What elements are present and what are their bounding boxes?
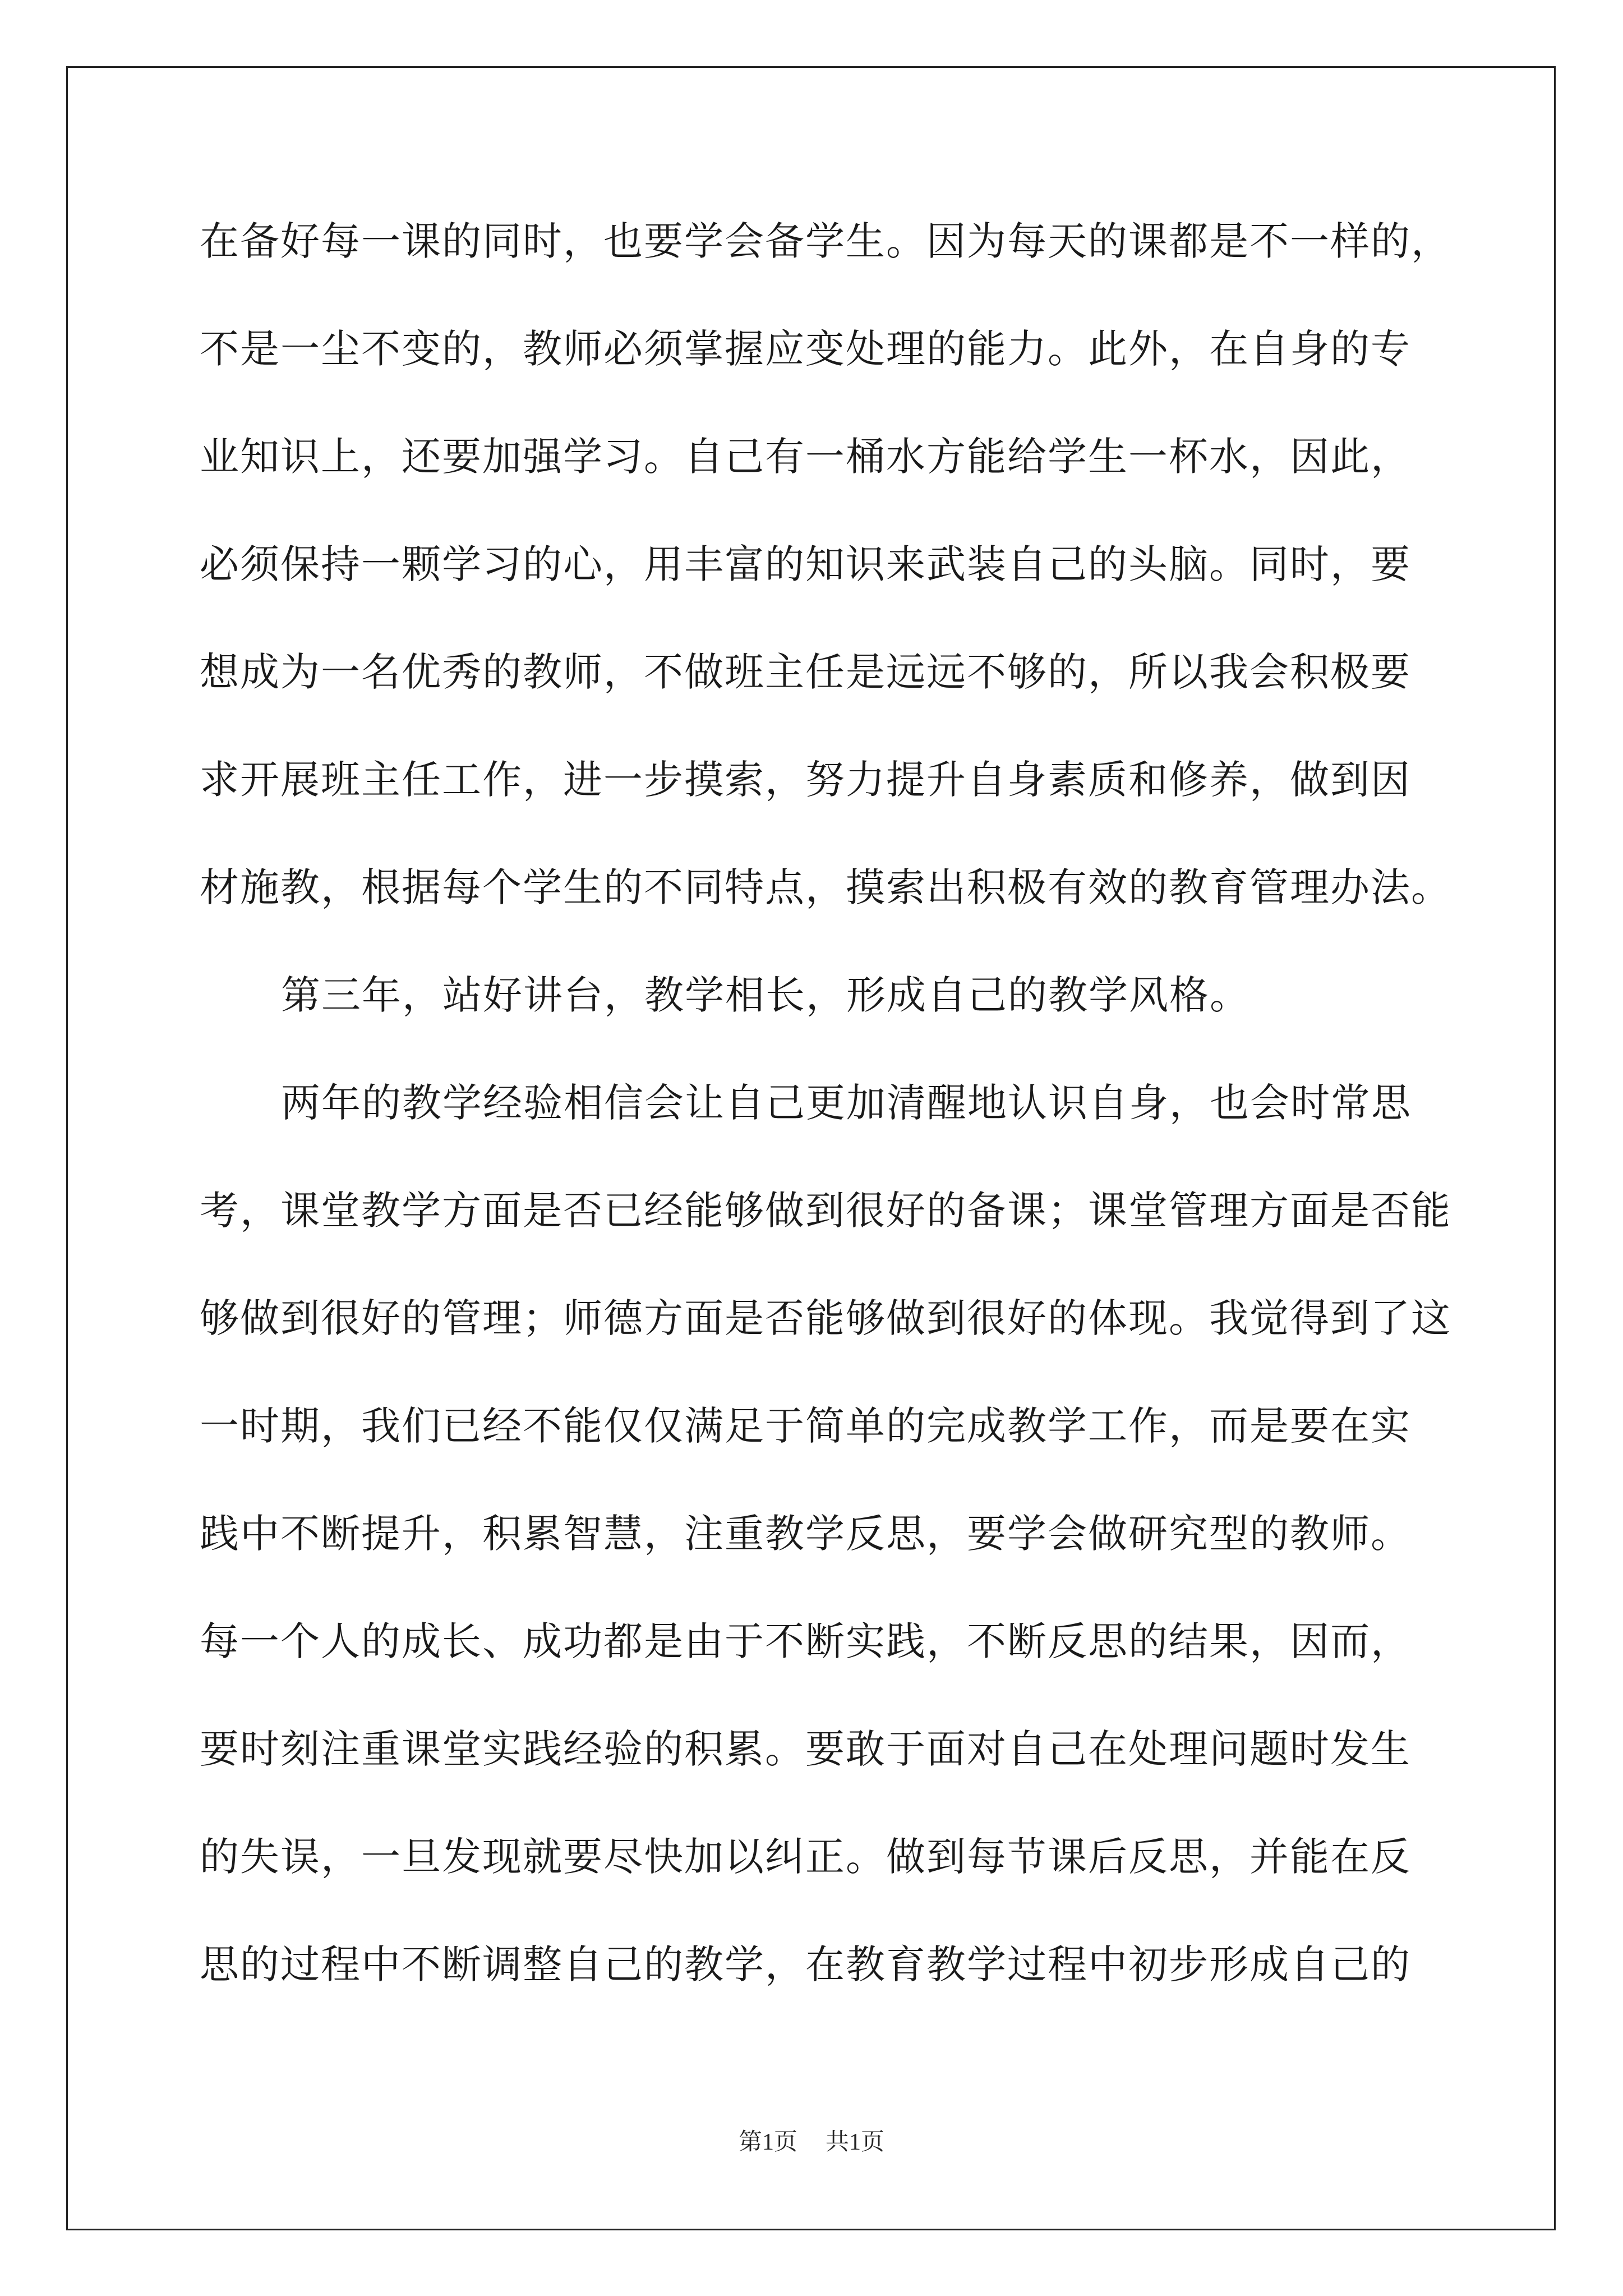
text-line: 业知识上，还要加强学习。自己有一桶水方能给学生一杯水，因此，	[200, 434, 1411, 480]
text-line: 够做到很好的管理；师德方面是否能够做到很好的体现。我觉得到了这	[200, 1295, 1451, 1341]
paragraph-heading-line: 第三年，站好讲台，教学相长，形成自己的教学风格。	[281, 972, 1250, 1018]
text-line: 思的过程中不断调整自己的教学，在教育教学过程中初步形成自己的	[200, 1941, 1411, 1987]
text-line: 践中不断提升，积累智慧，注重教学反思，要学会做研究型的教师。	[200, 1511, 1411, 1557]
paragraph-start-line: 两年的教学经验相信会让自己更加清醒地认识自身，也会时常思	[281, 1080, 1412, 1126]
text-line: 一时期，我们已经不能仅仅满足于简单的完成教学工作，而是要在实	[200, 1403, 1411, 1449]
text-line: 材施教，根据每个学生的不同特点，摸索出积极有效的教育管理办法。	[200, 864, 1451, 910]
page-footer	[0, 2123, 1623, 2157]
text-line: 要时刻注重课堂实践经验的积累。要敢于面对自己在处理问题时发生	[200, 1726, 1411, 1772]
text-line: 必须保持一颗学习的心，用丰富的知识来武装自己的头脑。同时，要	[200, 541, 1411, 587]
page-number-current: 第1页	[738, 2129, 797, 2155]
text-line: 考，课堂教学方面是否已经能够做到很好的备课；课堂管理方面是否能	[200, 1188, 1451, 1234]
text-line: 求开展班主任工作，进一步摸索，努力提升自身素质和修养，做到因	[200, 757, 1411, 803]
text-line: 每一个人的成长、成功都是由于不断实践，不断反思的结果，因而，	[200, 1618, 1411, 1664]
text-line: 想成为一名优秀的教师，不做班主任是远远不够的，所以我会积极要	[200, 649, 1411, 695]
text-line: 不是一尘不变的，教师必须掌握应变处理的能力。此外，在自身的专	[200, 326, 1411, 372]
page-number-total: 共1页	[826, 2129, 885, 2155]
text-line: 的失误，一旦发现就要尽快加以纠正。做到每节课后反思，并能在反	[200, 1834, 1411, 1880]
text-line: 在备好每一课的同时，也要学会备学生。因为每天的课都是不一样的，	[200, 218, 1451, 264]
document-body	[200, 213, 1461, 2044]
